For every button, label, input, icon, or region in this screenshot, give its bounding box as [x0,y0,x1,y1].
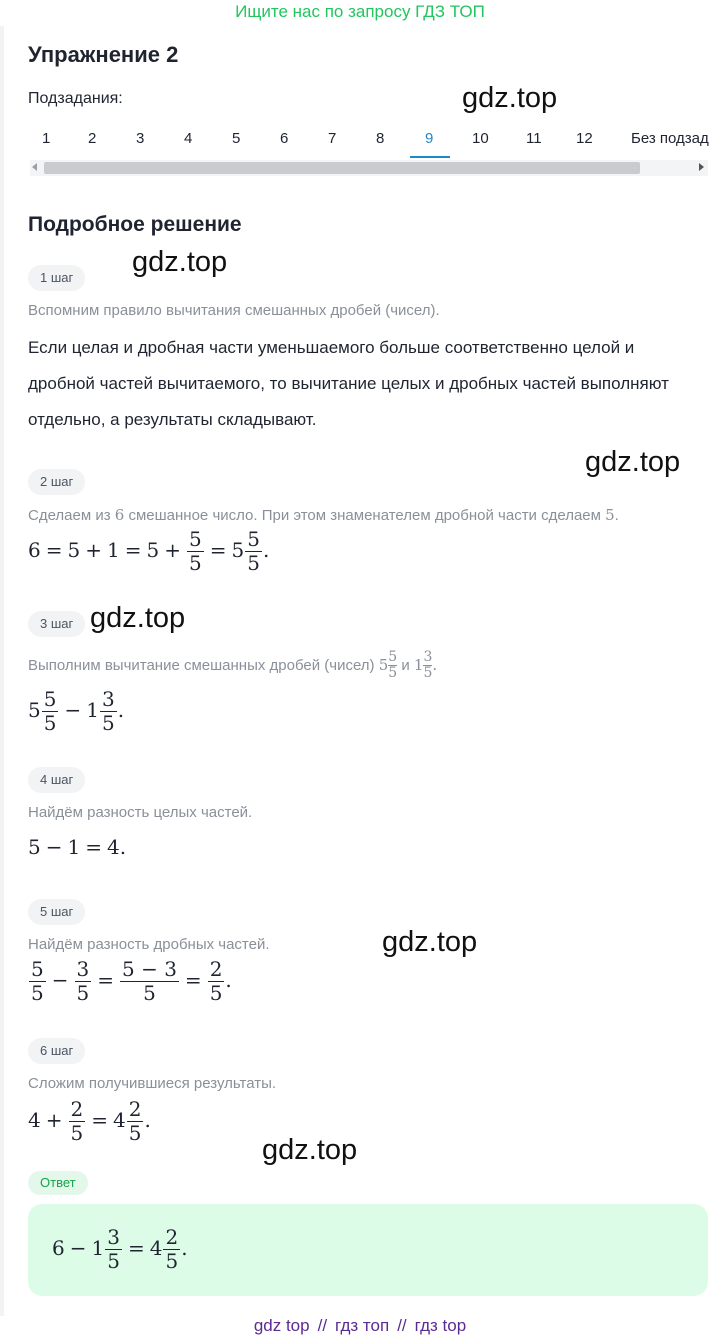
tabs-scrollbar[interactable] [30,160,708,176]
subtasks-label: Подзадания: [28,90,123,107]
formula-step-6: 4 + $\frac{2}{5}$ = 4 $\frac{2}{5}$ . [28,1097,151,1145]
answer-formula: 6 − 1 $\frac{3}{5}$ = 4 $\frac{2}{5}$ . [52,1225,188,1273]
watermark: gdz.top [90,602,186,634]
tab-1[interactable]: 1 [42,130,51,147]
page-title: Упражнение 2 [28,42,179,67]
step-badge-5: 5 шаг [28,899,85,925]
answer-badge: Ответ [28,1171,88,1195]
formula-step-5: $\frac{5}{5}$ − $\frac{3}{5}$ = $\frac{5 - 3}{5}$ = $\frac{2}{5}$ . [31,957,232,1005]
watermark: gdz.top [462,82,558,114]
rule-text: Если целая и дробная части уменьшаемого больше соответственно целой и дробной частей вычитаемого, то вычитание целых и дробных частей выполняют отдельно, а результаты складывают. [28,338,669,429]
tab-7[interactable]: 7 [328,130,337,147]
tab-5[interactable]: 5 [232,130,241,147]
solution-title: Подробное решение [28,213,242,236]
active-tab-indicator [410,156,450,158]
scroll-thumb[interactable] [44,162,640,174]
tab-11[interactable]: 11 [526,130,542,147]
tab-12[interactable]: 12 [576,130,593,147]
tab-2[interactable]: 2 [88,130,97,147]
step-note-2: Сделаем из 6 смешанное число. При этом знаменателем дробной части сделаем 5. [28,506,619,524]
footer-link-gdz-top-ru[interactable]: гдз топ [335,1316,390,1335]
tab-no-subtask[interactable]: Без подзад [631,130,709,147]
step-badge-6: 6 шаг [28,1038,85,1064]
tab-8[interactable]: 8 [376,130,385,147]
tab-6[interactable]: 6 [280,130,289,147]
watermark: gdz.top [382,926,478,958]
subtask-tabs [28,124,720,160]
tab-3[interactable]: 3 [136,130,145,147]
step-badge-2: 2 шаг [28,469,85,495]
footer-links: gdz top // гдз топ // гдз top [253,1316,467,1335]
tab-10[interactable]: 10 [472,130,489,147]
step-note-6: Сложим получившиеся результаты. [28,1075,277,1092]
formula-step-3: 5 $\frac{5}{5}$ − 1 $\frac{3}{5}$ . [28,687,125,735]
answer-box [28,1204,708,1296]
watermark: gdz.top [132,246,228,278]
step-note-5: Найдём разность дробных частей. [28,936,270,953]
scroll-right-arrow-icon[interactable] [699,163,704,171]
footer-link-gdz-top[interactable]: gdz top [253,1316,310,1335]
formula-step-4: 5 − 1 = 4. [28,835,127,859]
watermark: gdz.top [262,1134,358,1166]
tab-4[interactable]: 4 [184,130,193,147]
footer-link-gdz-top-mixed[interactable]: гдз top [414,1316,467,1335]
scroll-left-arrow-icon[interactable] [32,163,37,171]
watermark: gdz.top [585,446,681,478]
step-badge-1: 1 шаг [28,265,85,291]
step-badge-3: 3 шаг [28,611,85,637]
step-note-3: Выполним вычитание смешанных дробей (чисел) 5 $\frac{5}{5}$ и 1 $\frac{3}{5}$ . [28,649,438,682]
search-banner: Ищите нас по запросу ГДЗ ТОП [235,2,485,21]
tab-9[interactable]: 9 [425,130,434,147]
step-note-1: Вспомним правило вычитания смешанных дробей (чисел). [28,302,440,319]
formula-step-2: 6 = 5 + 1 = 5 + $\frac{5}{5}$ = 5 $\frac{5}{5}$ . [28,527,270,575]
step-note-4: Найдём разность целых частей. [28,804,253,821]
step-badge-4: 4 шаг [28,767,85,793]
